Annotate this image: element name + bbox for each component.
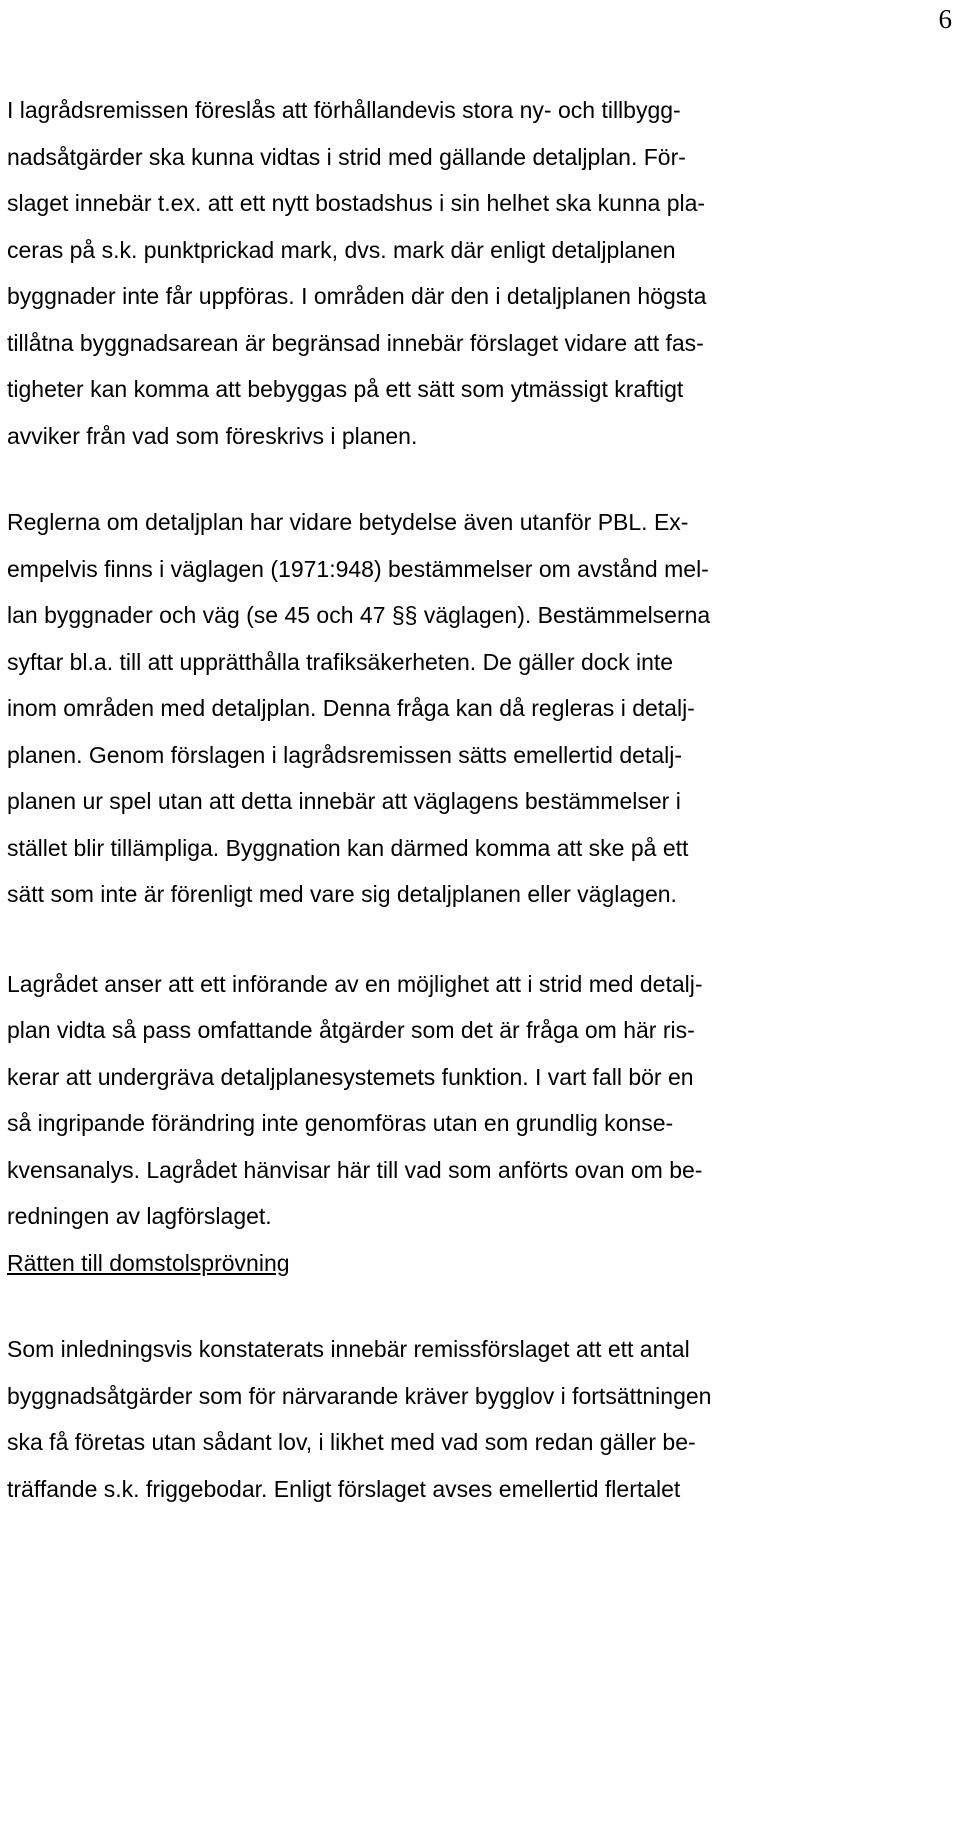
section-heading: Rätten till domstolsprövning (7, 1249, 290, 1276)
text-line: empelvis finns i väglagen (1971:948) bestämmelser om avstånd mel- (7, 555, 709, 582)
text-line: lan byggnader och väg (se 45 och 47 §§ väglagen). Bestämmelserna (7, 602, 711, 628)
text-line: byggnader inte får uppföras. I områden där den i detaljplanen högsta (7, 283, 707, 309)
text-line: tillåtna byggnadsarean är begränsad innebär förslaget vidare att fas- (7, 329, 704, 356)
document-body (7, 87, 947, 1512)
text-line: Som inledningsvis konstaterats innebär remissförslaget att ett antal (7, 1336, 690, 1362)
text-line: planen ur spel utan att detta innebär att väglagens bestämmelser i (7, 788, 681, 814)
text-line: inom områden med detaljplan. Denna fråga kan då regleras i detalj- (7, 695, 695, 721)
text-line: nadsåtgärder ska kunna vidtas i strid med gällande detaljplan. För- (7, 143, 686, 170)
text-line: sätt som inte är förenligt med vare sig detaljplanen eller väglagen. (7, 881, 677, 907)
paragraph-road-law (7, 499, 947, 918)
text-line: plan vidta så pass omfattande åtgärder som det är fråga om här ris- (7, 1017, 695, 1043)
paragraph-court-review (7, 1326, 947, 1512)
text-line: Reglerna om detaljplan har vidare betydelse även utanför PBL. Ex- (7, 509, 689, 535)
text-line: tigheter kan komma att bebyggas på ett sätt som ytmässigt kraftigt (7, 376, 684, 402)
text-line: träffande s.k. friggebodar. Enligt förslaget avses emellertid flertalet (7, 1475, 681, 1502)
text-line: I lagrådsremissen föreslås att förhållandevis stora ny- och tillbygg- (7, 97, 681, 123)
paragraph-deviation-proposal (7, 87, 947, 459)
paragraph-council-opinion (7, 961, 947, 1240)
text-line: kerar att undergräva detaljplanesystemets funktion. I vart fall bör en (7, 1063, 694, 1090)
text-line: ska få företas utan sådant lov, i likhet med vad som redan gäller be- (7, 1429, 696, 1455)
text-line: planen. Genom förslagen i lagrådsremissen sätts emellertid detalj- (7, 741, 682, 768)
text-line: så ingripande förändring inte genomföras utan en grundlig konse- (7, 1110, 674, 1136)
text-line: redningen av lagförslaget. (7, 1203, 272, 1229)
page-number: 6 (938, 4, 952, 34)
text-line: kvensanalys. Lagrådet hänvisar här till vad som anförts ovan om be- (7, 1156, 703, 1183)
text-line: Lagrådet anser att ett införande av en möjlighet att i strid med detalj- (7, 970, 703, 997)
text-line: syftar bl.a. till att upprätthålla trafiksäkerheten. De gäller dock inte (7, 648, 674, 675)
text-line: slaget innebär t.ex. att ett nytt bostadshus i sin helhet ska kunna pla- (7, 190, 706, 216)
text-line: stället blir tillämpliga. Byggnation kan därmed komma att ske på ett (7, 834, 689, 861)
text-line: ceras på s.k. punktprickad mark, dvs. mark där enligt detaljplanen (7, 236, 676, 263)
text-line: avviker från vad som föreskrivs i planen. (7, 422, 418, 449)
text-line: byggnadsåtgärder som för närvarande kräver bygglov i fortsättningen (7, 1382, 712, 1409)
